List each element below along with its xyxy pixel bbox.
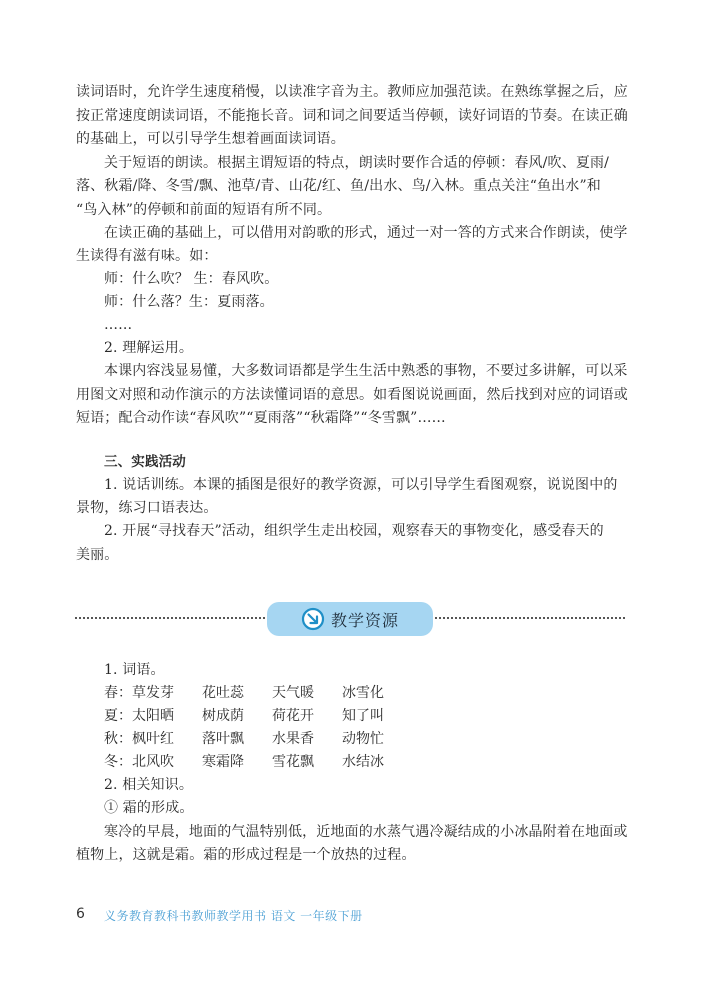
vocab-word: 枫叶红: [132, 731, 174, 747]
body-line: 按正常速度朗读词语，不能拖长音。词和词之间要适当停顿，读好词语的节奏。在读正确: [76, 108, 628, 124]
vocab-word: 花吐蕊: [202, 685, 244, 701]
resource-item-label: 2. 相关知识。: [104, 777, 194, 793]
dialogue-line: 师：什么落？生：夏雨落。: [104, 294, 274, 310]
vocab-word: 水结冰: [342, 754, 384, 770]
vocab-word: 动物忙: [342, 731, 384, 747]
season-label: 春：: [104, 685, 132, 701]
vocab-word: 天气暖: [272, 685, 314, 701]
body-line: 的基础上，可以引导学生想着画面读词语。: [76, 131, 345, 147]
season-label: 秋：: [104, 731, 132, 747]
dialogue-line: 师：什么吹？ 生：春风吹。: [104, 271, 279, 287]
body-line: 在读正确的基础上，可以借用对韵歌的形式，通过一对一答的方式来合作朗读，使学: [104, 225, 628, 241]
resource-item-label: 1. 词语。: [104, 662, 165, 678]
body-line: 短语；配合动作读“春风吹”“夏雨落”“秋霜降”“冬雪飘”……: [76, 410, 446, 426]
vocab-word: 草发芽: [132, 685, 174, 701]
book-title: 义务教育教科书教师教学用书 语文 一年级下册: [104, 909, 363, 923]
arrow-down-right-circle-icon: [301, 607, 325, 631]
vocab-word: 雪花飘: [272, 754, 314, 770]
section-heading: 三、实践活动: [104, 454, 186, 470]
vocab-word: 寒霜降: [202, 754, 244, 770]
vocab-word: 树成荫: [202, 708, 244, 724]
practice-line: 1. 说话训练。本课的插图是很好的教学资源，可以引导学生看图观察，说说图中的: [104, 477, 618, 493]
body-line: 落、秋霜/降、冬雪/飘、池草/青、山花/红、鱼/出水、鸟/入林。重点关注“鱼出水”和: [76, 178, 601, 194]
teaching-resources-banner: [267, 602, 433, 636]
practice-line: 景物，练习口语表达。: [76, 500, 218, 516]
resource-subitem-label: ① 霜的形成。: [104, 800, 194, 816]
dotted-divider-left: [75, 617, 265, 619]
body-line: 用图文对照和动作演示的方法读懂词语的意思。如看图说说画面，然后找到对应的词语或: [76, 387, 628, 403]
vocab-word: 北风吹: [132, 754, 174, 770]
vocab-word: 荷花开: [272, 708, 314, 724]
banner-title: 教学资源: [330, 610, 399, 630]
ellipsis-line: ……: [104, 317, 133, 333]
body-line: “鸟入林”的停顿和前面的短语有所不同。: [76, 202, 332, 218]
frost-line: 植物上，这就是霜。霜的形成过程是一个放热的过程。: [76, 847, 416, 863]
practice-line: 美丽。: [76, 547, 119, 563]
page-number: 6: [76, 906, 85, 922]
vocab-word: 冰雪化: [342, 685, 384, 701]
body-line: 生读得有滋有味。如：: [76, 248, 218, 264]
body-line: 读词语时，允许学生速度稍慢，以读准字音为主。教师应加强范读。在熟练掌握之后，应: [76, 84, 628, 100]
vocab-word: 水果香: [272, 731, 314, 747]
body-line: 关于短语的朗读。根据主谓短语的特点，朗读时要作合适的停顿：春风/吹、夏雨/: [104, 155, 609, 171]
practice-line: 2. 开展“寻找春天”活动，组织学生走出校园，观察春天的事物变化，感受春天的: [104, 523, 604, 539]
body-line: 本课内容浅显易懂，大多数词语都是学生生活中熟悉的事物，不要过多讲解，可以采: [104, 363, 628, 379]
vocab-word: 落叶飘: [202, 731, 244, 747]
vocab-word: 太阳晒: [132, 708, 174, 724]
vocab-word: 知了叫: [342, 708, 384, 724]
season-label: 冬：: [104, 754, 132, 770]
subsection-label: 2. 理解运用。: [104, 340, 194, 356]
frost-line: 寒冷的早晨，地面的气温特别低，近地面的水蒸气遇冷凝结成的小冰晶附着在地面或: [104, 824, 628, 840]
season-label: 夏：: [104, 708, 132, 724]
dotted-divider-right: [435, 617, 625, 619]
